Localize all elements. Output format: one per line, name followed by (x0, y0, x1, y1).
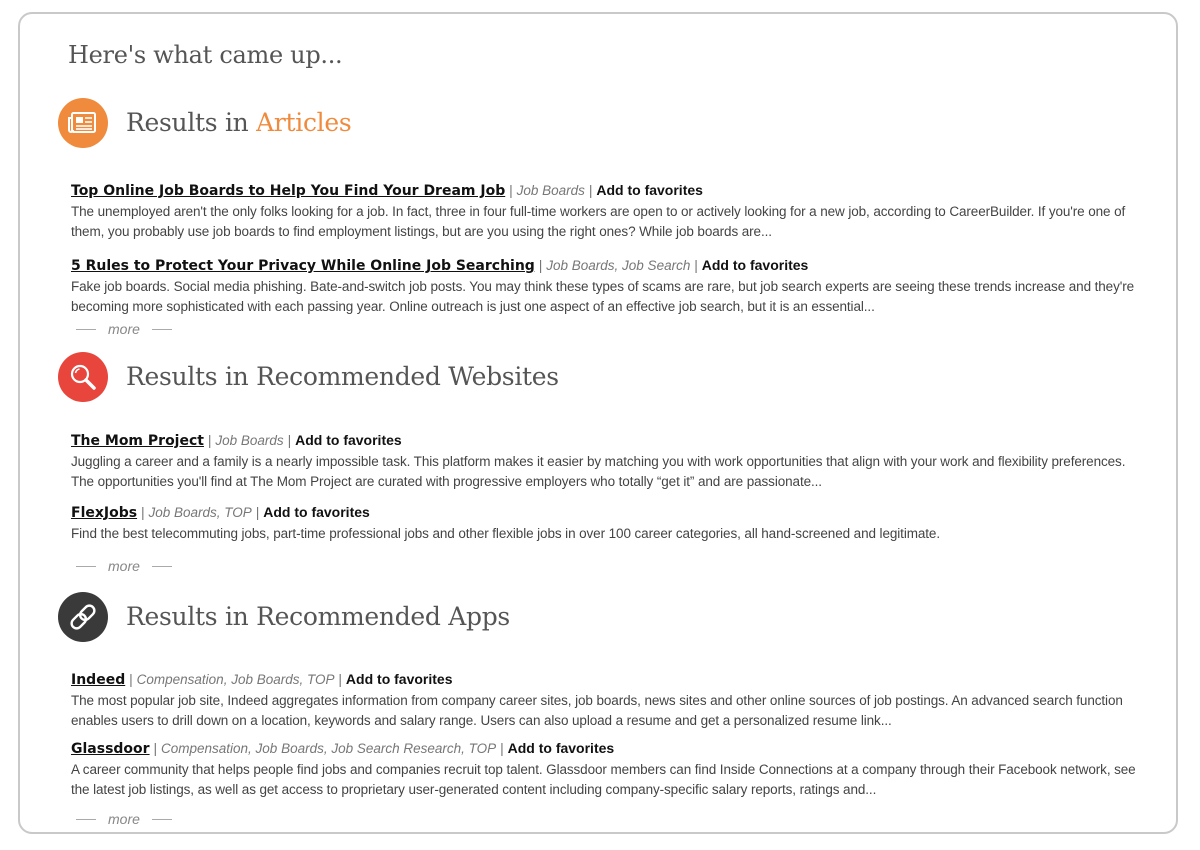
list-item: Top Online Job Boards to Help You Find Your Dream Job | Job Boards | Add to favorites The unemployed aren't the only folks looking for a job. In fact, three in four full-time workers are open to or actively looking for a new job, according to CareerBuilder. If you're one of them, you probably use job boards to find employment listings, but are you using the right ones? While job boards are... (71, 181, 1146, 242)
entry-tags[interactable]: Job Boards (215, 433, 284, 448)
entry-description: The unemployed aren't the only folks looking for a job. In fact, three in four full-time workers are open to or actively looking for a new job, according to CareerBuilder. If you're one of them, you probably use job boards to find employment listings, but are you using the right ones? While job boards are... (71, 204, 1126, 239)
section-recommended-apps (58, 592, 1148, 827)
add-to-favorites-link[interactable]: Add to favorites (701, 257, 809, 273)
entry-description: Fake job boards. Social media phishing. Bate-and-switch job posts. You may think these types of scams are rare, but job search experts are seeing these trends increase and they're becoming more sophisticated with each passing year. Online outreach is just one aspect of an effective job search, but it is an essential... (71, 279, 1135, 314)
section-title: Results in Recommended Apps (126, 602, 510, 631)
add-to-favorites-link[interactable]: Add to favorites (345, 671, 453, 687)
magnifier-icon (58, 352, 108, 402)
link-icon (58, 592, 108, 642)
list-item: Indeed | Compensation, Job Boards, TOP | Add to favorites The most popular job site, Indeed aggregates information from company career sites, job boards, news sites and other online sources of job postings. An advanced search function enables users to drill down on a location, keywords and salary range. Users can also upload a resume and get a personalized resume link... (71, 670, 1146, 731)
add-to-favorites-link[interactable]: Add to favorites (263, 504, 370, 520)
list-item: 5 Rules to Protect Your Privacy While Online Job Searching | Job Boards, Job Search | Add to favorites Fake job boards. Social media phishing. Bate-and-switch job posts. You may think these types of scams are rare, but job search experts are seeing these trends increase and they're becoming more sophisticated with each passing year. Online outreach is just one aspect of an effective job search, but it is an essential... (71, 256, 1146, 317)
add-to-favorites-link[interactable]: Add to favorites (596, 182, 703, 198)
more-row (76, 811, 176, 827)
divider (76, 819, 96, 820)
section-title-prefix: Results in (126, 108, 257, 137)
divider (76, 329, 96, 330)
results-card (18, 12, 1178, 834)
divider (152, 819, 172, 820)
add-to-favorites-link[interactable]: Add to favorites (295, 432, 402, 448)
more-link[interactable]: more (108, 321, 140, 337)
list-item: The Mom Project | Job Boards | Add to favorites Juggling a career and a family is a nearly impossible task. This platform makes it easier by matching you with work opportunities that align with your work and flexibility preferences. The opportunities you'll find at The Mom Project are curated with progressive employers who totally “get it” and are passionate... (71, 431, 1146, 492)
entry-tags[interactable]: Job Boards, TOP (148, 505, 252, 520)
entry-title-link[interactable]: The Mom Project (71, 433, 204, 449)
entry-title-link[interactable]: Top Online Job Boards to Help You Find Your Dream Job (71, 183, 506, 199)
section-title: Results in Recommended Websites (126, 362, 559, 391)
divider (76, 566, 96, 567)
section-header (58, 98, 1148, 150)
section-recommended-websites (58, 352, 1148, 574)
entry-title-link[interactable]: FlexJobs (71, 505, 138, 521)
section-articles (58, 98, 1148, 337)
entry-title-link[interactable]: Glassdoor (71, 741, 150, 757)
divider (152, 329, 172, 330)
list-item: Glassdoor | Compensation, Job Boards, Job Search Research, TOP | Add to favorites A career community that helps people find jobs and companies recruit top talent. Glassdoor members can find Inside Connections at a company through their Facebook network, see the latest job listings, as well as get access to proprietary user-generated content including company-specific salary reports, ratings and... (71, 739, 1146, 800)
entry-list (71, 670, 1146, 800)
page-title: Here's what came up... (68, 41, 343, 69)
add-to-favorites-link[interactable]: Add to favorites (507, 740, 615, 756)
entry-title-link[interactable]: Indeed (71, 672, 126, 688)
entry-tags[interactable]: Compensation, Job Boards, TOP (136, 672, 335, 687)
entry-tags[interactable]: Compensation, Job Boards, Job Search Research, TOP (161, 741, 497, 756)
entry-list (71, 431, 1146, 544)
entry-list (71, 181, 1146, 317)
newspaper-icon (58, 98, 108, 148)
more-row (76, 321, 176, 337)
entry-description: Juggling a career and a family is a nearly impossible task. This platform makes it easier by matching you with work opportunities that align with your work and flexibility preferences. The opportunities you'll find at The Mom Project are curated with progressive employers who totally “get it” and are passionate... (71, 454, 1126, 489)
entry-description: Find the best telecommuting jobs, part-time professional jobs and other flexible jobs in over 100 career categories, all hand-screened and legitimate. (71, 526, 940, 541)
entry-description: A career community that helps people find jobs and companies recruit top talent. Glassdoor members can find Inside Connections at a company through their Facebook network, see the latest job listings, as well as get access to proprietary user-generated content including company-specific salary reports, ratings and... (71, 762, 1136, 797)
entry-description: The most popular job site, Indeed aggregates information from company career sites, job boards, news sites and other online sources of job postings. An advanced search function enables users to drill down on a location, keywords and salary range. Users can also upload a resume and get a personalized resume link... (71, 693, 1123, 728)
more-link[interactable]: more (108, 811, 140, 827)
divider (152, 566, 172, 567)
section-title-accent: Articles (256, 108, 352, 137)
section-title (126, 108, 351, 137)
list-item: FlexJobs | Job Boards, TOP | Add to favorites Find the best telecommuting jobs, part-time professional jobs and other flexible jobs in over 100 career categories, all hand-screened and legitimate. (71, 503, 1146, 544)
entry-title-link[interactable]: 5 Rules to Protect Your Privacy While Online Job Searching (71, 258, 535, 274)
entry-tags[interactable]: Job Boards, Job Search (546, 258, 691, 273)
section-header (58, 592, 1148, 644)
more-link[interactable]: more (108, 558, 140, 574)
section-header (58, 352, 1148, 404)
entry-tags[interactable]: Job Boards (516, 183, 585, 198)
more-row (76, 558, 176, 574)
